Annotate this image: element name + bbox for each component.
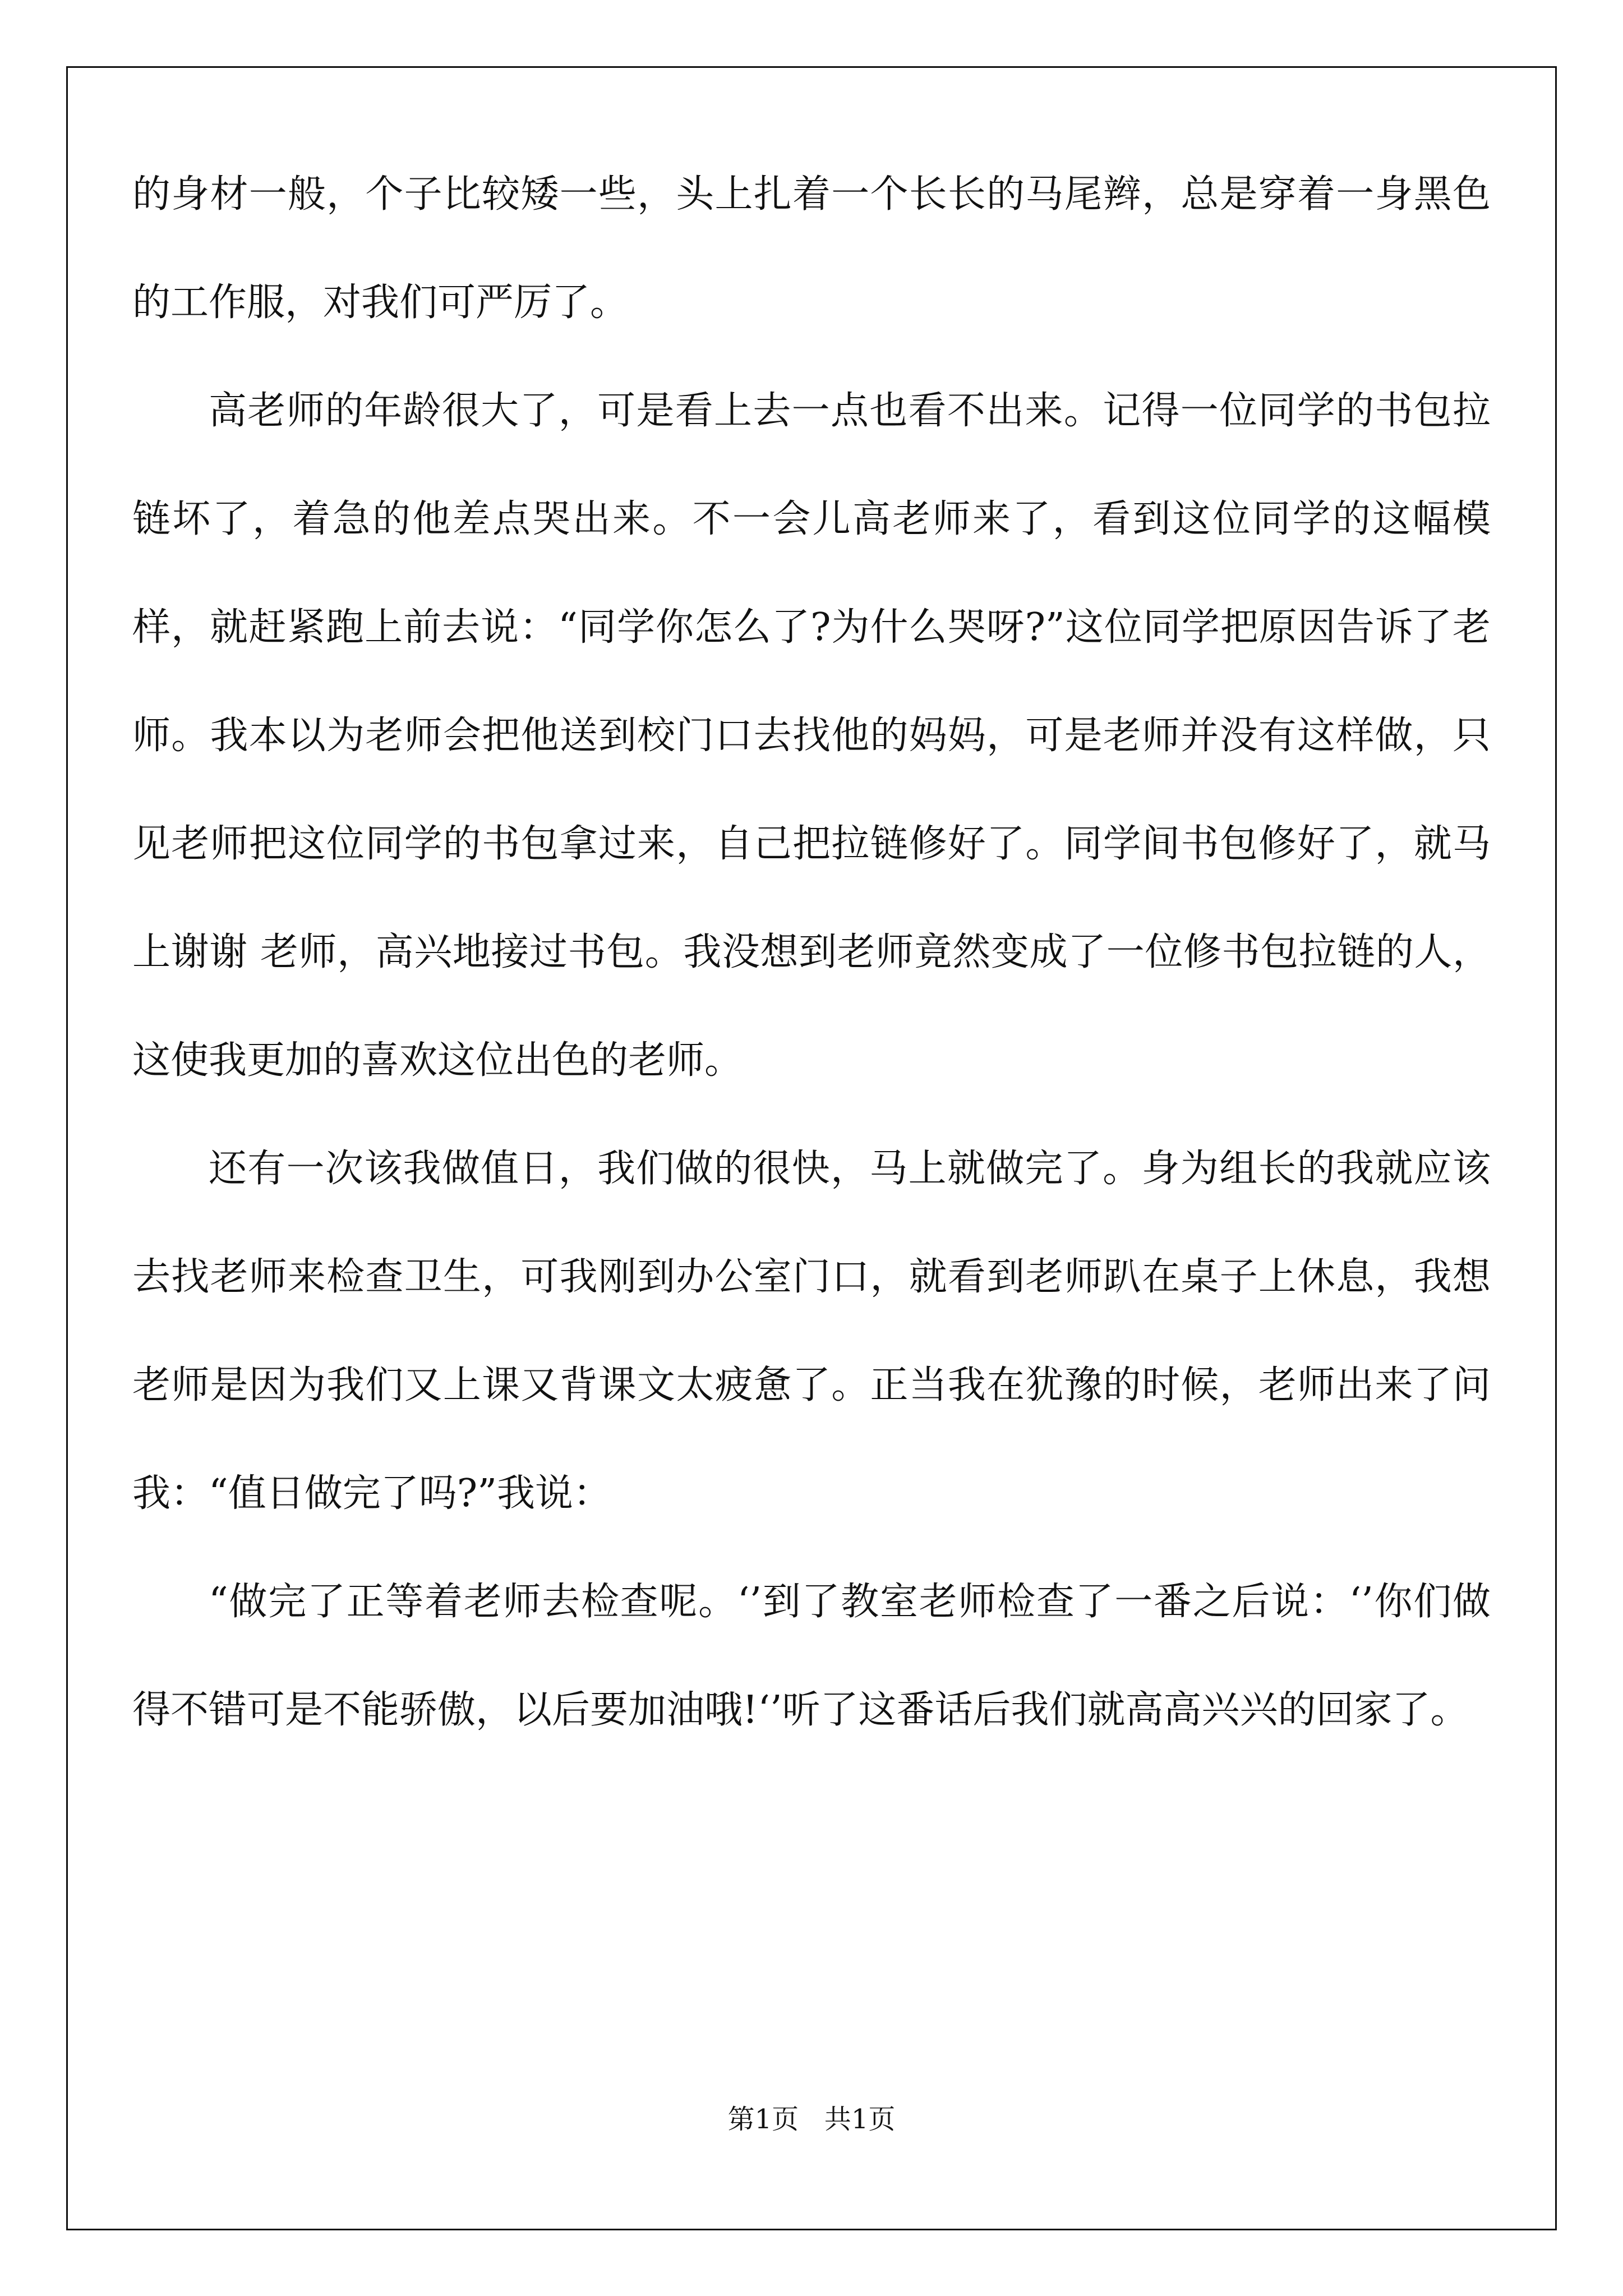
paragraph-4: “做完了正等着老师去检查呢。‘’到了教室老师检查了一番之后说：‘’你们做得不错可是不能骄傲，以后要加油哦!‘’听了这番话后我们就高高兴兴的回家了。 [132, 1580, 1491, 1732]
document-body [132, 140, 1491, 1764]
page-total: 共1页 [824, 2104, 896, 2135]
page-number: 第1页 [727, 2104, 799, 2135]
paragraph-1: 的身材一般，个子比较矮一些，头上扎着一个长长的马尾辫，总是穿着一身黑色的工作服，对我们可严厉了。 [132, 172, 1491, 325]
page-footer [0, 2102, 1623, 2136]
paragraph-3: 还有一次该我做值日，我们做的很快，马上就做完了。身为组长的我就应该去找老师来检查卫生，可我刚到办公室门口，就看到老师趴在桌子上休息，我想老师是因为我们又上课又背课文太疲惫了。正当我在犹豫的时候，老师出来了问我：“值日做完了吗?”我说： [132, 1147, 1491, 1516]
paragraph-2: 高老师的年龄很大了，可是看上去一点也看不出来。记得一位同学的书包拉链坏了，着急的他差点哭出来。不一会儿高老师来了，看到这位同学的这幅模样，就赶紧跑上前去说：“同学你怎么了?为什么哭呀?”这位同学把原因告诉了老师。我本以为老师会把他送到校门口去找他的妈妈，可是老师并没有这样做，只见老师把这位同学的书包拿过来，自己把拉链修好了。同学间书包修好了，就马上谢谢 老师，高兴地接过书包。我没想到老师竟然变成了一位修书包拉链的人，这使我更加的喜欢这位出色的老师。 [132, 389, 1491, 1083]
